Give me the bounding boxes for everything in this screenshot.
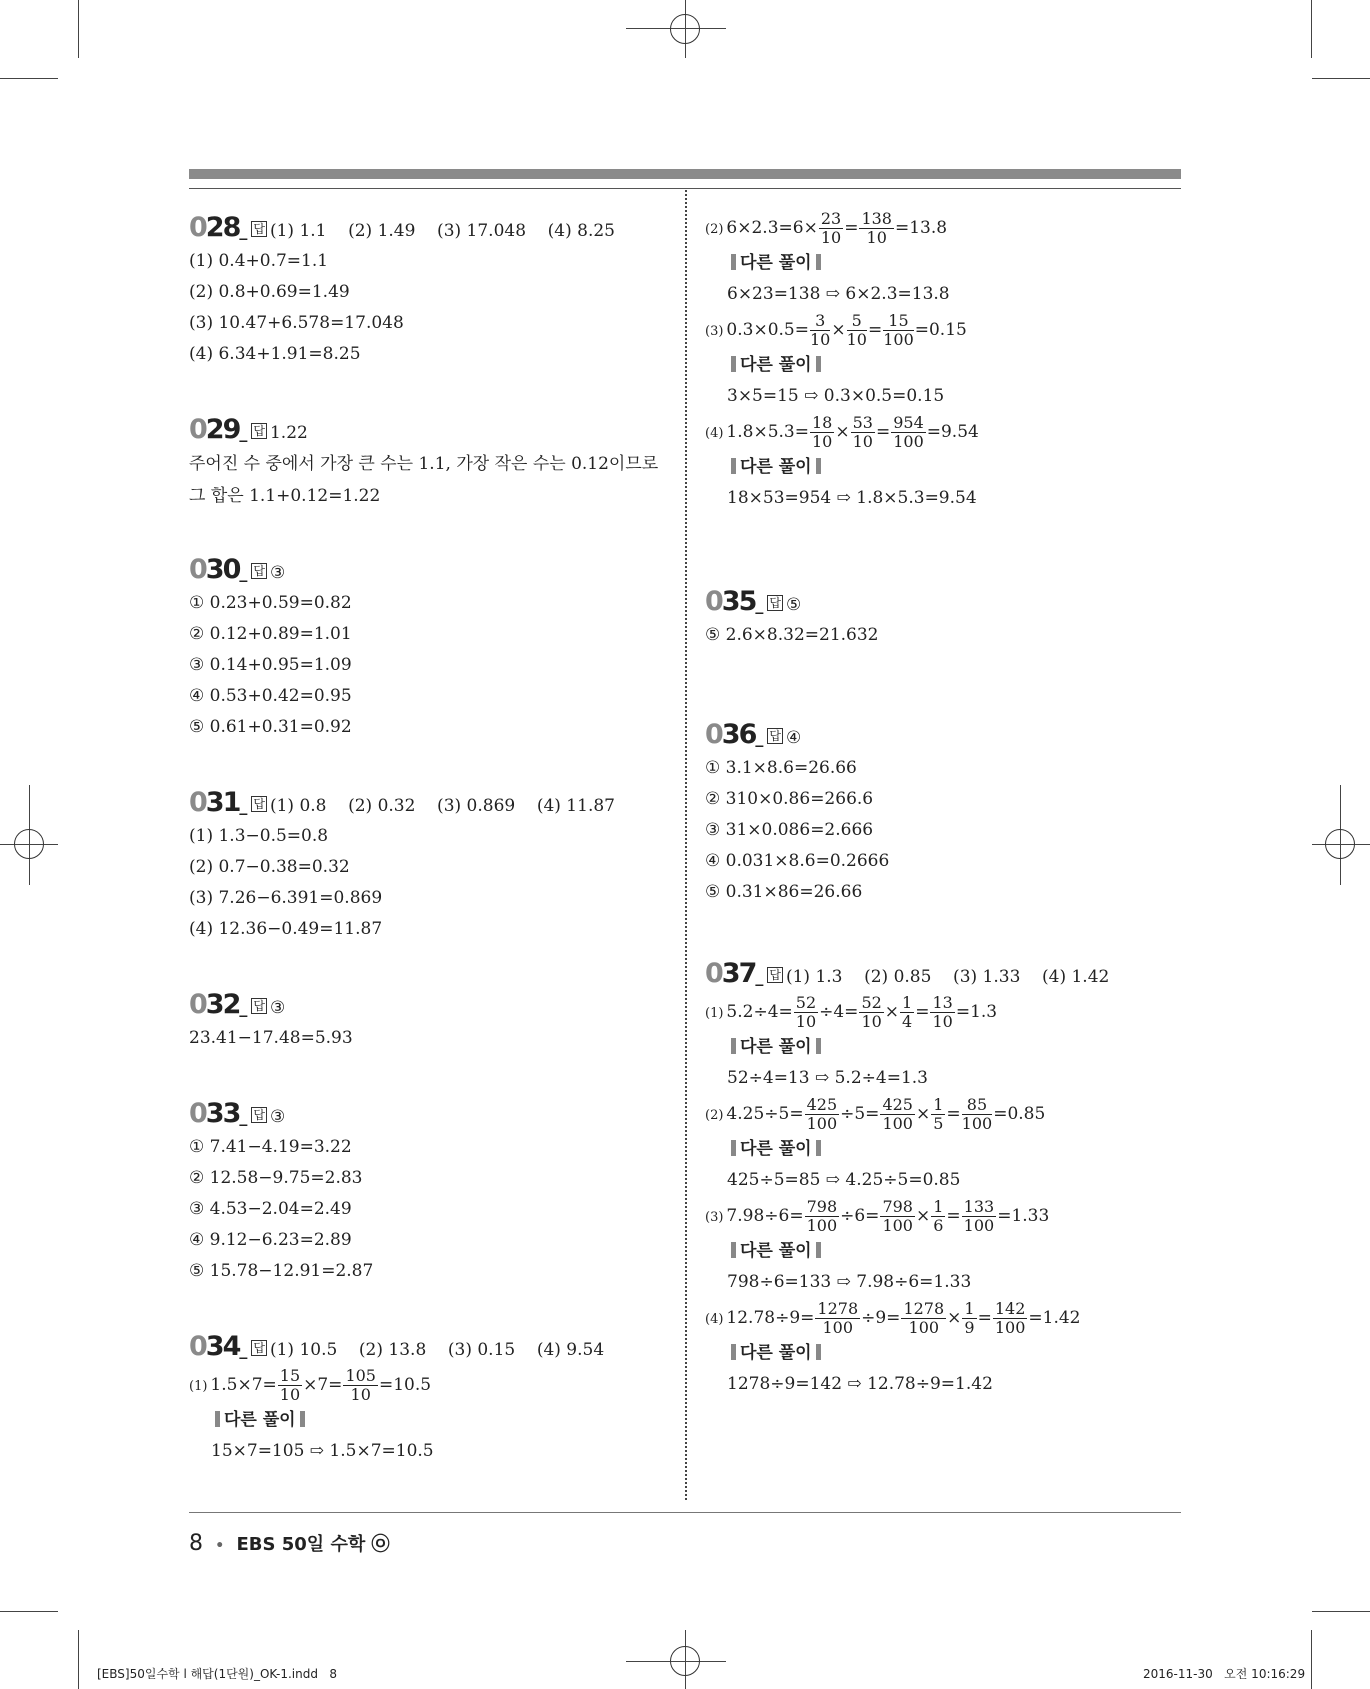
answer-icon: 답	[253, 1108, 265, 1122]
alt-solution-heading: 다른 풀이	[727, 452, 1185, 483]
equation-line: (1) 5.2÷4= $\frac{52}{10}$ ÷4= $\frac{52}{10}$ × $\frac{1}{4}$ = $\frac{13}{10}$ =1.3	[705, 993, 998, 1031]
crop-mark	[0, 1611, 58, 1612]
solution-line: ① 7.41−4.19=3.22	[189, 1137, 352, 1157]
solution-line: ③ 0.14+0.95=1.09	[189, 655, 352, 675]
solution-line: (3) 10.47+6.578=17.048	[189, 313, 404, 333]
problem-number: 030_	[189, 554, 248, 585]
answer-icon: 답	[769, 596, 781, 610]
answer-text: ⑤	[785, 595, 802, 615]
solution-line: ④ 0.031×8.6=0.2666	[705, 851, 890, 871]
header-bar	[189, 169, 1181, 179]
problem-header-035	[705, 584, 1185, 620]
print-timestamp: 2016-11-30 오전 10:16:29	[1143, 1667, 1306, 1681]
registration-circle	[670, 14, 700, 44]
alt-solution-heading: 다른 풀이	[211, 1405, 669, 1436]
left-column	[189, 210, 669, 1467]
alt-solution-line: 15×7=105 ⇨ 1.5×7=10.5	[211, 1441, 434, 1461]
solution-line: (3) 7.26−6.391=0.869	[189, 888, 383, 908]
answer-text: 1.22	[269, 423, 308, 443]
problem-number: 035_	[705, 586, 764, 617]
problem-number: 029_	[189, 414, 248, 445]
alt-solution-line: 6×23=138 ⇨ 6×2.3=13.8	[727, 284, 950, 304]
book-title: EBS 50일 수학	[236, 1534, 366, 1555]
solution-line: ① 3.1×8.6=26.66	[705, 758, 857, 778]
answer-text: (1) 10.5 (2) 13.8 (3) 0.15 (4) 9.54	[269, 1340, 605, 1360]
alt-solution-line: 425÷5=85 ⇨ 4.25÷5=0.85	[727, 1170, 961, 1190]
problem-number: 037_	[705, 958, 764, 989]
answer-text: ③	[269, 1107, 286, 1127]
answer-text: ③	[269, 998, 286, 1018]
solution-line: (2) 0.7−0.38=0.32	[189, 857, 350, 877]
solution-line: ④ 0.53+0.42=0.95	[189, 686, 352, 706]
right-column	[705, 208, 1185, 1400]
solution-line: ⑤ 0.31×86=26.66	[705, 882, 863, 902]
equation-line: (4) 1.8×5.3= $\frac{18}{10}$ × $\frac{53}{10}$ = $\frac{954}{100}$ =9.54	[705, 413, 979, 451]
equation-line: (2) 6×2.3=6× $\frac{23}{10}$ = $\frac{138}{10}$ =13.8	[705, 209, 948, 247]
solution-line: ⑤ 0.61+0.31=0.92	[189, 717, 352, 737]
file-slug: [EBS]50일수학 l 해답(1단원)_OK-1.indd 8	[97, 1667, 338, 1681]
problem-header-036	[705, 717, 1185, 753]
crop-mark	[78, 1630, 79, 1689]
crop-mark	[78, 0, 79, 58]
problem-header-032	[189, 987, 669, 1023]
solution-line: (2) 0.8+0.69=1.49	[189, 282, 350, 302]
solution-line: ③ 31×0.086=2.666	[705, 820, 874, 840]
problem-number: 031_	[189, 787, 248, 818]
bullet: •	[215, 1538, 225, 1554]
solution-line: 그 합은 1.1+0.12=1.22	[189, 486, 381, 506]
answer-icon: 답	[253, 222, 265, 236]
crop-mark	[0, 78, 58, 79]
alt-solution-heading: 다른 풀이	[727, 350, 1185, 381]
equation-line: (1) 1.5×7= $\frac{15}{10}$ ×7= $\frac{105}{10}$ =10.5	[189, 1366, 432, 1404]
solution-line: (4) 12.36−0.49=11.87	[189, 919, 383, 939]
alt-solution-heading: 다른 풀이	[727, 248, 1185, 279]
answer-icon: 답	[253, 564, 265, 578]
alt-solution-heading: 다른 풀이	[727, 1338, 1185, 1369]
solution-line: ② 0.12+0.89=1.01	[189, 624, 352, 644]
alt-solution-line: 18×53=954 ⇨ 1.8×5.3=9.54	[727, 488, 977, 508]
problem-header-037	[705, 956, 1185, 992]
answer-text: (1) 0.8 (2) 0.32 (3) 0.869 (4) 11.87	[269, 796, 615, 816]
problem-number: 033_	[189, 1098, 248, 1129]
solution-line: (4) 6.34+1.91=8.25	[189, 344, 361, 364]
solution-line: ④ 9.12−6.23=2.89	[189, 1230, 352, 1250]
problem-number: 034_	[189, 1331, 248, 1362]
alt-solution-line: 52÷4=13 ⇨ 5.2÷4=1.3	[727, 1068, 928, 1088]
solution-line: ⑤ 2.6×8.32=21.632	[705, 625, 879, 645]
answer-text: ④	[785, 728, 802, 748]
problem-header-031	[189, 785, 669, 821]
fraction: $\frac{15}{10}$	[279, 1366, 301, 1404]
crop-mark	[1311, 0, 1312, 58]
answer-text: (1) 1.3 (2) 0.85 (3) 1.33 (4) 1.42	[785, 967, 1110, 987]
crop-mark	[1312, 1611, 1370, 1612]
alt-solution-line: 798÷6=133 ⇨ 7.98÷6=1.33	[727, 1272, 972, 1292]
answer-icon: 답	[769, 729, 781, 743]
alt-solution-heading: 다른 풀이	[727, 1032, 1185, 1063]
answer-icon: 답	[769, 968, 781, 982]
problem-number: 036_	[705, 719, 764, 750]
solution-line: ② 310×0.86=266.6	[705, 789, 874, 809]
solution-line: (1) 1.3−0.5=0.8	[189, 826, 329, 846]
solution-line: 23.41−17.48=5.93	[189, 1028, 353, 1048]
problem-header-030	[189, 552, 669, 588]
problem-header-028	[189, 210, 669, 246]
page-footer	[189, 1530, 390, 1556]
answer-text: ③	[269, 563, 286, 583]
solution-line: (1) 0.4+0.7=1.1	[189, 251, 329, 271]
answer-icon: 답	[253, 999, 265, 1013]
solution-line: ② 12.58−9.75=2.83	[189, 1168, 363, 1188]
solution-line: ③ 4.53−2.04=2.49	[189, 1199, 352, 1219]
crop-mark	[1312, 78, 1370, 79]
alt-solution-line: 3×5=15 ⇨ 0.3×0.5=0.15	[727, 386, 945, 406]
equation-line: (3) 0.3×0.5= $\frac{3}{10}$ × $\frac{5}{10}$ = $\frac{15}{100}$ =0.15	[705, 311, 967, 349]
problem-number: 028_	[189, 212, 248, 243]
crop-mark	[1311, 1630, 1312, 1689]
solution-line: ① 0.23+0.59=0.82	[189, 593, 352, 613]
problem-number: 032_	[189, 989, 248, 1020]
footer-rule	[189, 1512, 1181, 1513]
registration-circle	[670, 1646, 700, 1676]
answer-text: (1) 1.1 (2) 1.49 (3) 17.048 (4) 8.25	[269, 221, 615, 241]
solution-line: ⑤ 15.78−12.91=2.87	[189, 1261, 374, 1281]
registration-circle	[1325, 829, 1355, 859]
problem-header-033	[189, 1096, 669, 1132]
alt-solution-heading: 다른 풀이	[727, 1236, 1185, 1267]
equation-line: (2) 4.25÷5= $\frac{425}{100}$ ÷5= $\frac{425}{100}$ × $\frac{1}{5}$ = $\frac{85}{100}$ =0.85	[705, 1095, 1046, 1133]
alt-solution-line: 1278÷9=142 ⇨ 12.78÷9=1.42	[727, 1374, 993, 1394]
header-rule	[189, 188, 1181, 189]
equation-line: (3) 7.98÷6= $\frac{798}{100}$ ÷6= $\frac{798}{100}$ × $\frac{1}{6}$ = $\frac{133}{100}$ =1.33	[705, 1197, 1050, 1235]
column-divider	[685, 190, 687, 1500]
answer-icon: 답	[253, 1341, 265, 1355]
problem-header-029	[189, 412, 669, 448]
fraction: $\frac{105}{10}$	[345, 1366, 376, 1404]
equation-line: (4) 12.78÷9= $\frac{1278}{100}$ ÷9= $\frac{1278}{100}$ × $\frac{1}{9}$ = $\frac{142}{100}$ =1.42	[705, 1299, 1081, 1337]
registration-circle	[14, 829, 44, 859]
volume-mark-icon: ㉧	[371, 1534, 390, 1555]
problem-header-034	[189, 1329, 669, 1365]
answer-icon: 답	[253, 424, 265, 438]
alt-solution-heading: 다른 풀이	[727, 1134, 1185, 1165]
answer-icon: 답	[253, 797, 265, 811]
page-number: 8	[189, 1531, 203, 1556]
solution-line: 주어진 수 중에서 가장 큰 수는 1.1, 가장 작은 수는 0.12이므로	[189, 454, 659, 474]
